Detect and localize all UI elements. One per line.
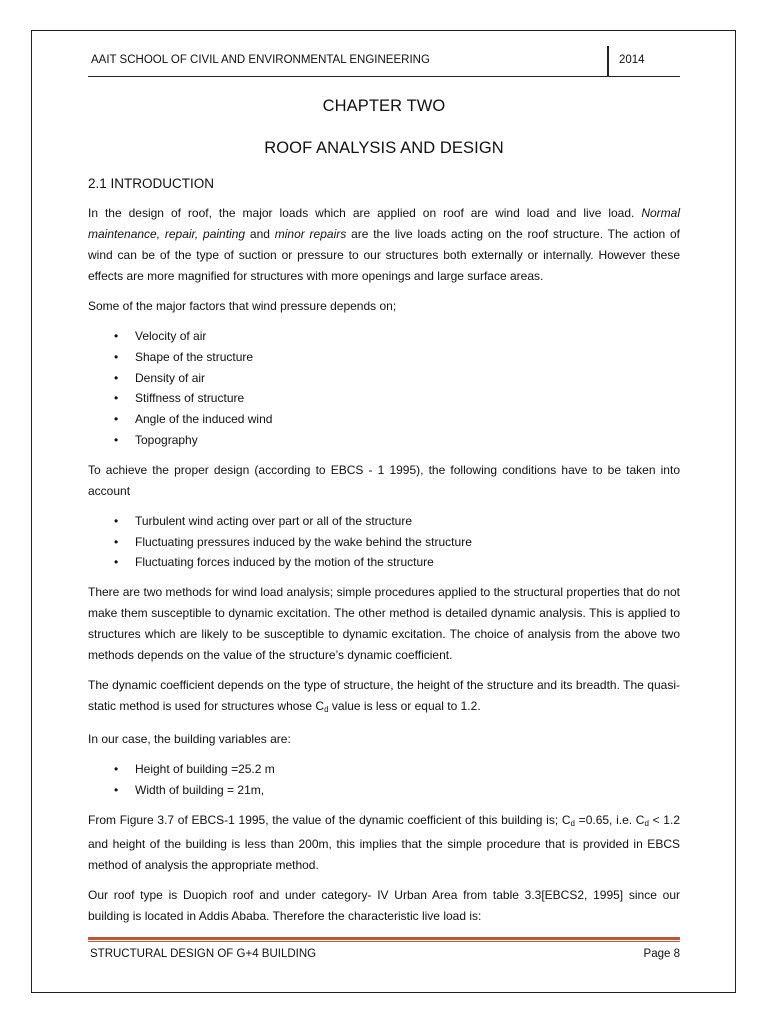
bullet-icon: •: [114, 412, 119, 427]
intro-paragraph: [88, 203, 680, 287]
footer-rule-thick: [88, 937, 680, 940]
bullet-icon: •: [114, 762, 119, 777]
conditions-list: [88, 511, 680, 573]
variables-intro: In our case, the building variables are:: [88, 732, 291, 747]
page-header: [88, 42, 680, 77]
list-item: • Turbulent wind acting over part or all of the structure: [88, 511, 680, 532]
bullet-icon: •: [114, 370, 119, 385]
list-item: • Angle of the induced wind: [88, 409, 680, 430]
list-item: • Velocity of air: [88, 326, 680, 347]
intro-text-3: are the live loads acting on the roof structure. The action of wind can be of the type of suction or pressure to our structures both externally or internally. However these effects are more magnified for structures with more openings and large surface areas.: [88, 227, 680, 283]
bullet-icon: •: [114, 513, 119, 528]
section-heading: 2.1 INTRODUCTION: [88, 176, 215, 191]
footer-page-number: Page 8: [643, 948, 680, 960]
header-divider: [607, 46, 609, 76]
list-item: • Height of building =25.2 m: [88, 759, 680, 780]
list-item: • Shape of the structure: [88, 347, 680, 368]
header-year: 2014: [619, 54, 645, 66]
list-item: • Density of air: [88, 368, 680, 389]
bullet-icon: •: [114, 432, 119, 447]
bullet-icon: •: [114, 555, 119, 570]
figure-paragraph: From Figure 3.7 of EBCS-1 1995, the value of the dynamic coefficient of this building is; $C_d =0.65$, i.e. $C_d < 1.2$ and height of the building is less than 200m, this implies that the simple procedure that is provided in EBCS method of analysis the appropriate method.: [88, 812, 680, 872]
bullet-icon: •: [114, 534, 119, 549]
list-item: • Stiffness of structure: [88, 388, 680, 409]
footer-document-title: STRUCTURAL DESIGN OF G+4 BUILDING: [90, 948, 317, 960]
intro-text-2: and: [245, 227, 275, 241]
factors-intro: Some of the major factors that wind pressure depends on;: [88, 299, 397, 313]
bullet-icon: •: [114, 391, 119, 406]
bullet-icon: •: [114, 349, 119, 364]
factors-list: [88, 326, 680, 451]
roof-paragraph: Our roof type is Duopich roof and under category- IV Urban Area from table 3.3[EBCS2, 1995] since our building is located in Addis Ababa. Therefore the characteristic live load is:: [88, 887, 680, 923]
variables-list: [88, 759, 680, 801]
dynamic-paragraph: The dynamic coefficient depends on the type of structure, the height of the structure and its breadth. The quasi-static method is used for structures whose $C_d$ value is less or equal to 1.2.: [88, 678, 680, 715]
intro-text-1: In the design of roof, the major loads which are applied on roof are wind load and live load.: [88, 206, 642, 220]
list-item: • Topography: [88, 430, 680, 451]
chapter-title: CHAPTER TWO: [322, 97, 446, 115]
list-item: • Width of building = 21m,: [88, 780, 680, 801]
chapter-subtitle: ROOF ANALYSIS AND DESIGN: [264, 139, 504, 157]
intro-italic-1: Normal maintenance, repair, painting: [88, 206, 680, 241]
list-item: • Fluctuating pressures induced by the wake behind the structure: [88, 532, 680, 553]
intro-italic-2: minor repairs: [274, 227, 347, 241]
bullet-icon: •: [114, 782, 119, 797]
body-content: [88, 203, 680, 936]
conditions-intro: To achieve the proper design (according to EBCS - 1 1995), the following conditions have to be taken into account: [88, 462, 680, 498]
list-item: • Fluctuating forces induced by the motion of the structure: [88, 552, 680, 573]
methods-paragraph: There are two methods for wind load analysis; simple procedures applied to the structural properties that do not make them susceptible to dynamic excitation. The other method is detailed dynamic analysis. This is applied to structures which are likely to be susceptible to dynamic excitation. The choice of analysis from the above two methods depends on the value of the structure’s dynamic coefficient.: [88, 585, 680, 663]
bullet-icon: •: [114, 329, 119, 343]
footer-rule-thin: [88, 941, 680, 942]
header-school-name: AAIT SCHOOL OF CIVIL AND ENVIRONMENTAL ENGINEERING: [91, 54, 430, 66]
